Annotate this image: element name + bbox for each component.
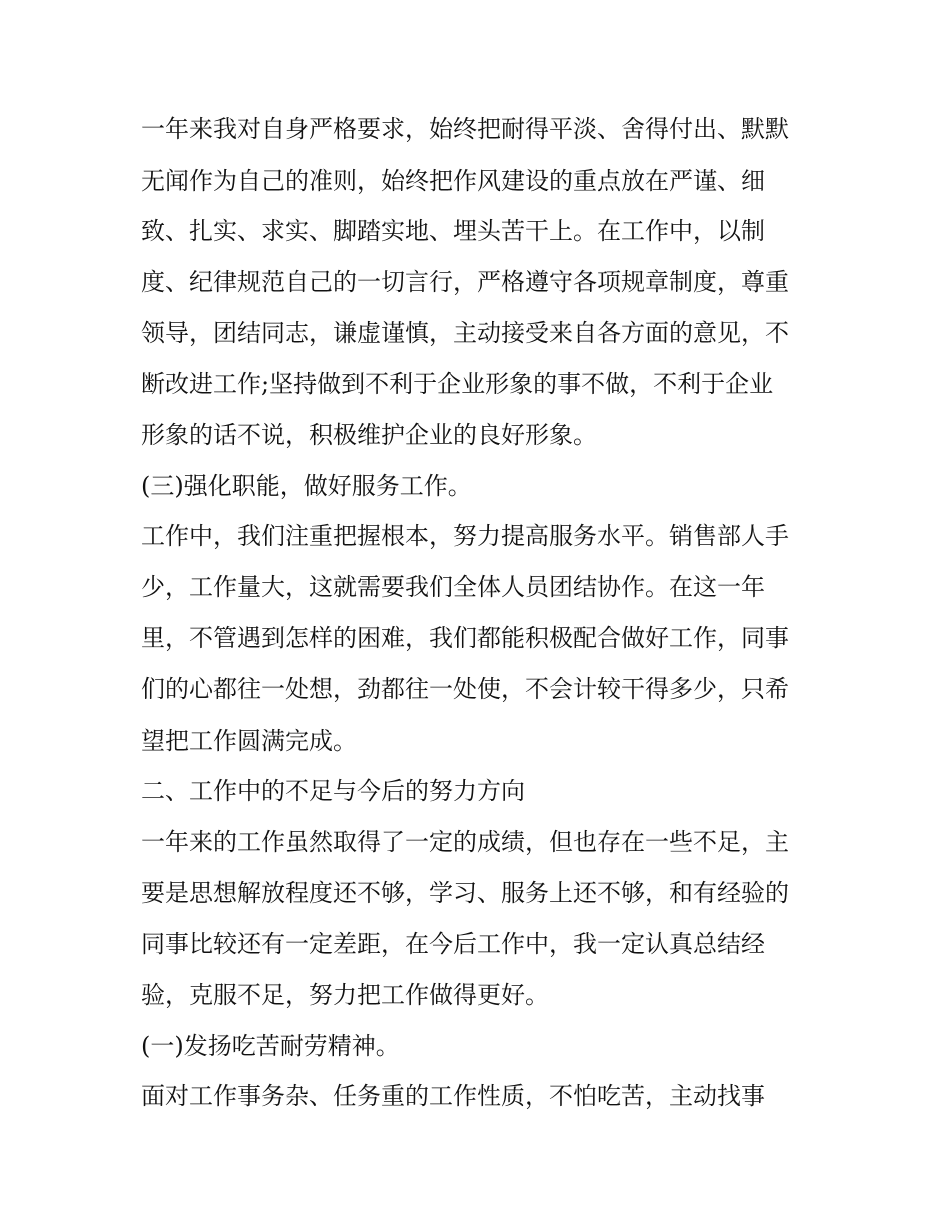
text-line: 形象的话不说，积极维护企业的良好形象。 [141,421,597,449]
text-line: 望把工作圆满完成。 [141,727,357,755]
text-line: 要是思想解放程度还不够，学习、服务上还不够，和有经验的 [141,879,789,907]
section-heading: 二、工作中的不足与今后的努力方向 [141,777,525,805]
text-line: 度、纪律规范自己的一切言行，严格遵守各项规章制度，尊重 [141,268,789,296]
text-line: 里，不管遇到怎样的困难，我们都能积极配合做好工作，同事 [141,624,789,652]
text-line: 一年来我对自身严格要求，始终把耐得平淡、舍得付出、默默 [141,115,789,143]
text-line: 验，克服不足，努力把工作做得更好。 [141,981,549,1009]
text-line: 少，工作量大，这就需要我们全体人员团结协作。在这一年 [141,573,765,601]
text-line: 领导，团结同志，谦虚谨慎，主动接受来自各方面的意见，不 [141,319,789,347]
text-line: 面对工作事务杂、任务重的工作性质，不怕吃苦，主动找事 [141,1082,765,1110]
text-line: 一年来的工作虽然取得了一定的成绩，但也存在一些不足，主 [141,828,789,856]
text-line: 致、扎实、求实、脚踏实地、埋头苦干上。在工作中，以制 [141,217,765,245]
text-line: 同事比较还有一定差距，在今后工作中，我一定认真总结经 [141,930,765,958]
text-line: 工作中，我们注重把握根本，努力提高服务水平。销售部人手 [141,522,789,550]
text-line: 断改进工作;坚持做到不利于企业形象的事不做，不利于企业 [141,370,774,398]
section-heading: (一)发扬吃苦耐劳精神。 [141,1032,400,1060]
section-heading: (三)强化职能，做好服务工作。 [141,472,472,500]
text-line: 们的心都往一处想，劲都往一处使，不会计较干得多少，只希 [141,675,789,703]
text-line: 无闻作为自己的准则，始终把作风建设的重点放在严谨、细 [141,167,765,195]
